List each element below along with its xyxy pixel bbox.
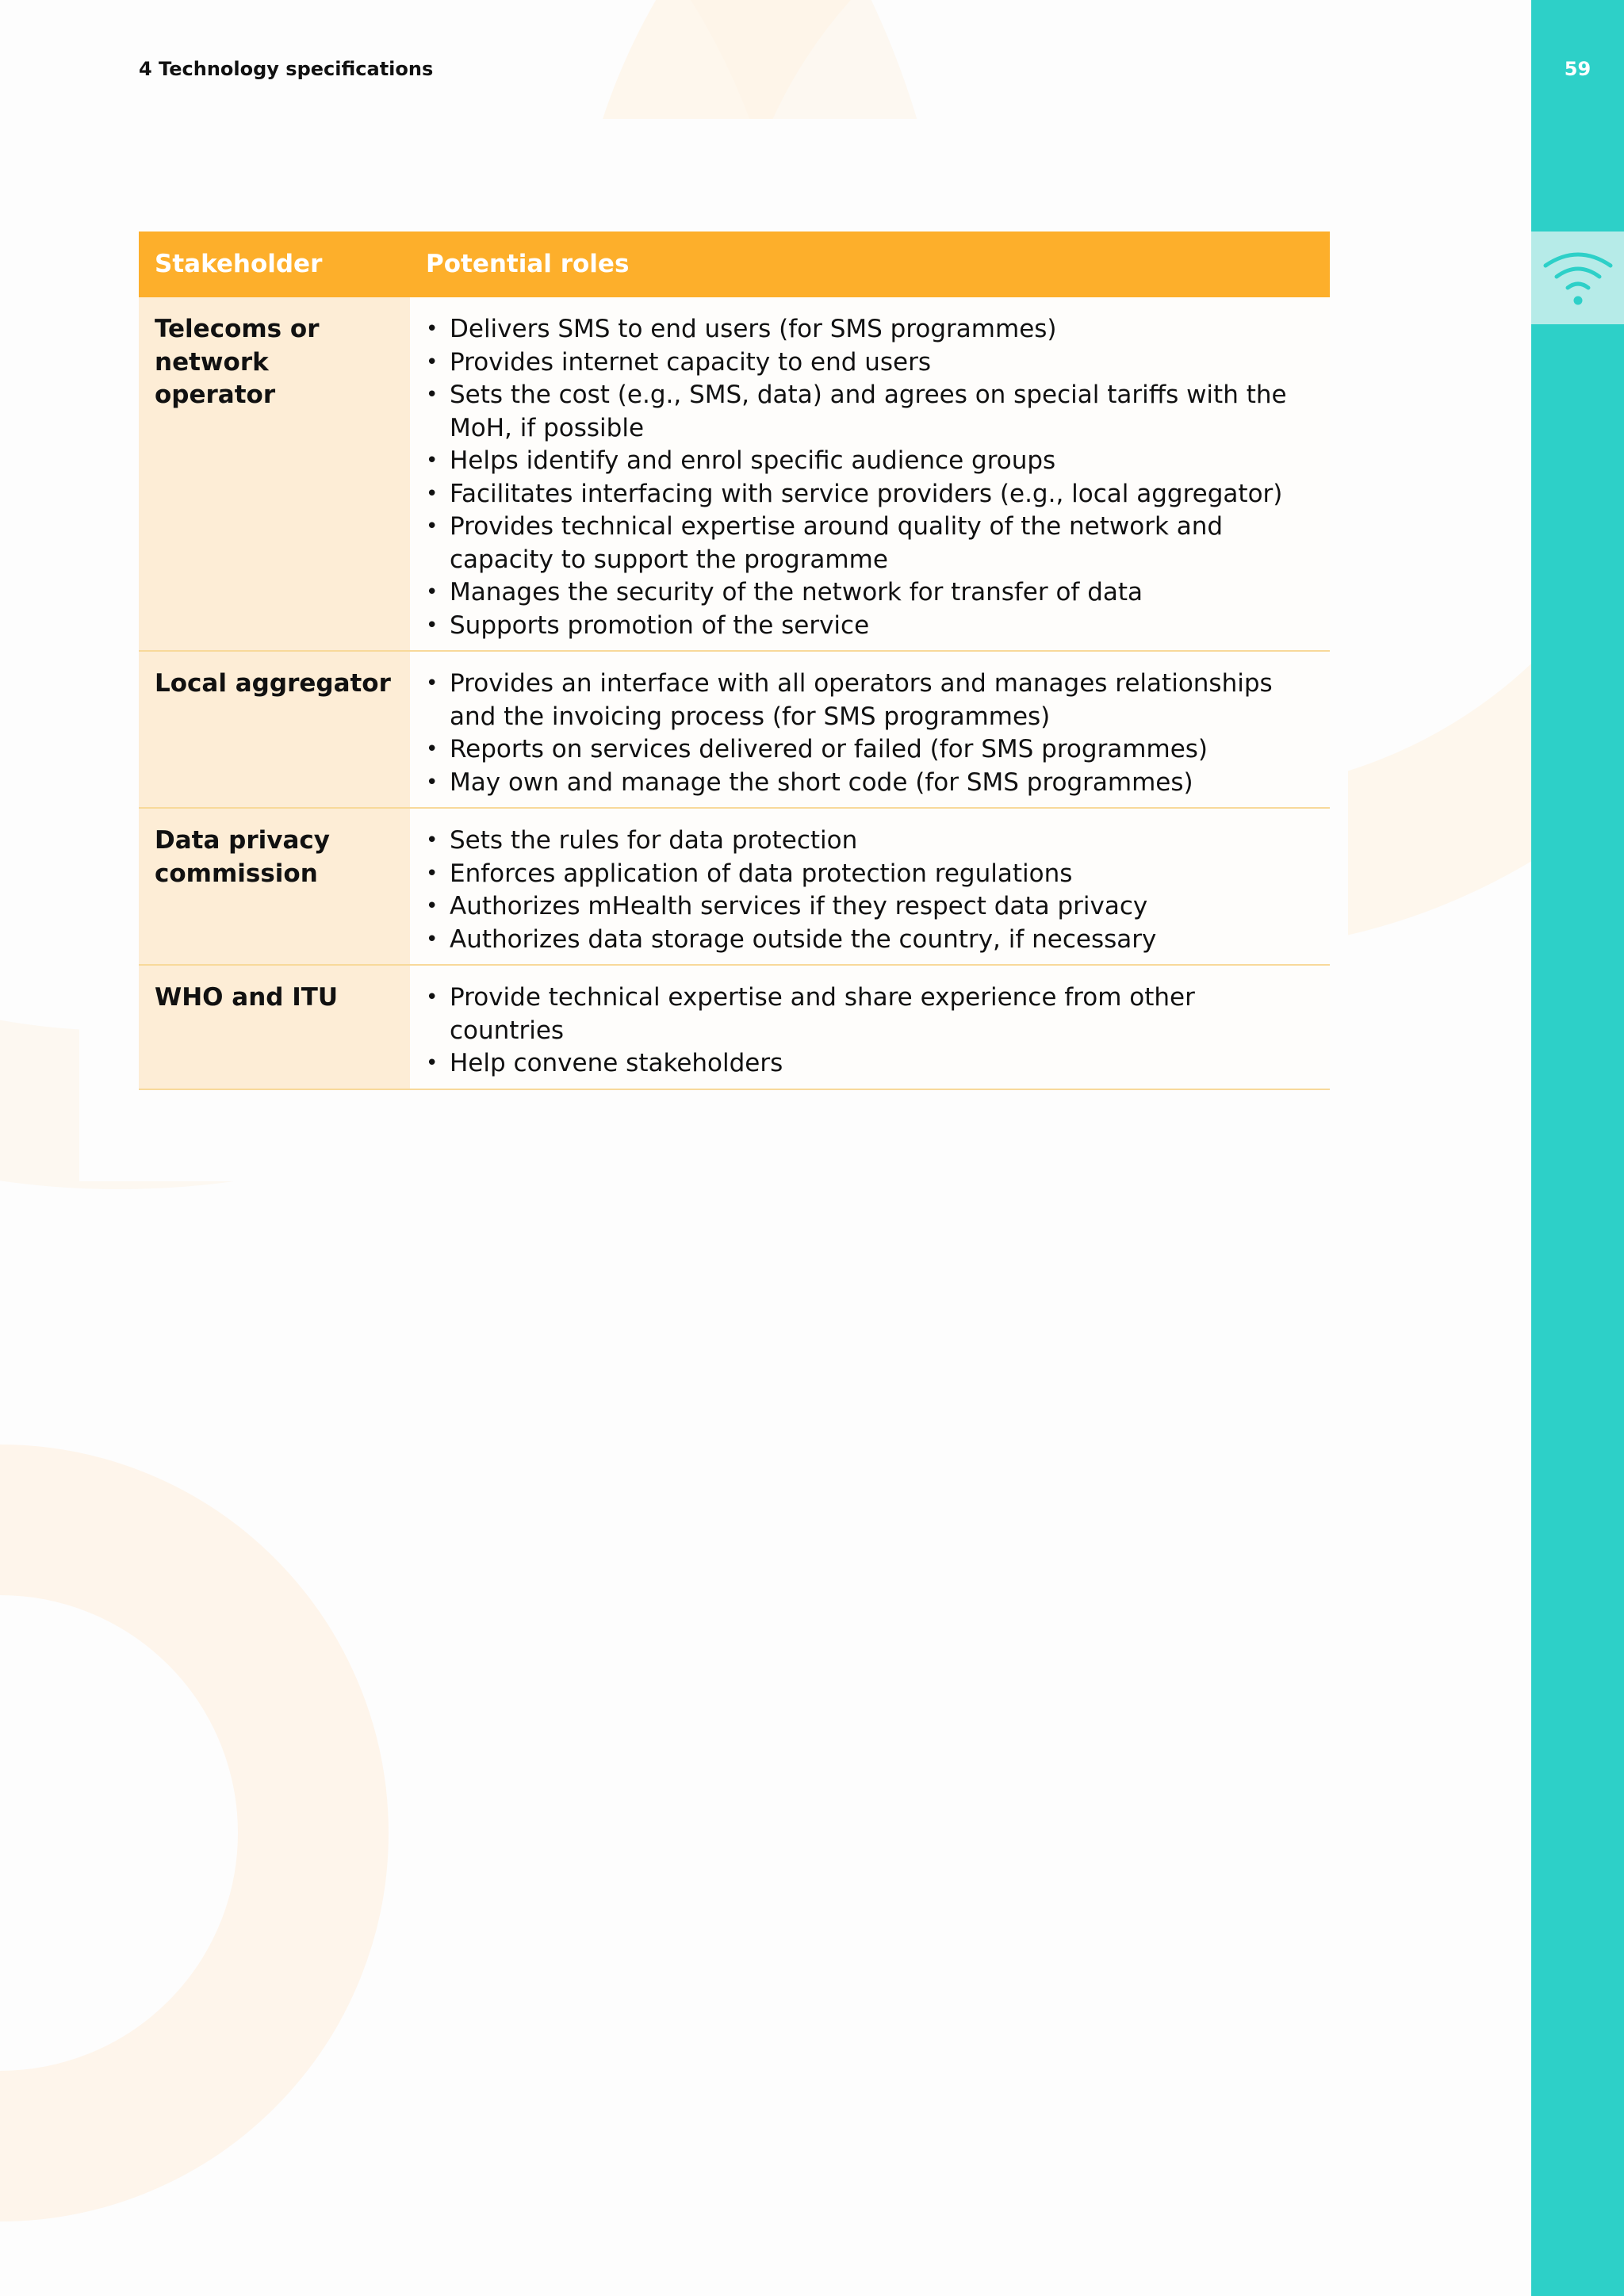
role-item: • Authorizes data storage outside the country, if necessary xyxy=(426,924,1316,957)
section-sidebar xyxy=(1531,0,1624,2296)
table-row xyxy=(139,297,1330,651)
stakeholder-cell: Telecoms or network operator xyxy=(139,297,410,651)
role-item: • Authorizes mHealth services if they respect data privacy xyxy=(426,890,1316,924)
decorative-ring xyxy=(0,1445,389,2221)
column-header-potential-roles: Potential roles xyxy=(410,232,1330,297)
role-item: • Provides internet capacity to end users xyxy=(426,346,1316,380)
stakeholder-cell: WHO and ITU xyxy=(139,965,410,1089)
role-item: • Supports promotion of the service xyxy=(426,610,1316,643)
role-list xyxy=(426,825,1316,956)
table-header-row xyxy=(139,232,1330,297)
role-item: • Provides an interface with all operators and manages relationships and the invoicing process (for SMS programmes) xyxy=(426,668,1316,733)
role-item: • Facilitates interfacing with service providers (e.g., local aggregator) xyxy=(426,478,1316,511)
role-item: • Helps identify and enrol specific audience groups xyxy=(426,445,1316,478)
role-list xyxy=(426,313,1316,642)
wifi-icon xyxy=(1541,247,1615,310)
roles-cell xyxy=(410,297,1330,651)
running-head: 4 Technology specifications xyxy=(139,58,434,80)
roles-cell xyxy=(410,965,1330,1089)
role-item: • Delivers SMS to end users (for SMS programmes) xyxy=(426,313,1316,346)
column-header-stakeholder: Stakeholder xyxy=(139,232,410,297)
role-item: • Provide technical expertise and share experience from other countries xyxy=(426,982,1316,1047)
page-number: 59 xyxy=(1564,58,1591,80)
table-row xyxy=(139,965,1330,1089)
role-item: • Sets the cost (e.g., SMS, data) and agrees on special tariffs with the MoH, if possible xyxy=(426,379,1316,445)
role-item: • Enforces application of data protection regulations xyxy=(426,858,1316,891)
role-item: • Sets the rules for data protection xyxy=(426,825,1316,858)
role-item: • Manages the security of the network for transfer of data xyxy=(426,576,1316,610)
stakeholder-cell: Data privacy commission xyxy=(139,808,410,965)
role-item: • Provides technical expertise around quality of the network and capacity to support the programme xyxy=(426,511,1316,576)
role-item: • Help convene stakeholders xyxy=(426,1047,1316,1081)
section-tab xyxy=(1531,232,1624,324)
role-item: • May own and manage the short code (for SMS programmes) xyxy=(426,767,1316,800)
table-row xyxy=(139,651,1330,808)
stakeholder-cell: Local aggregator xyxy=(139,651,410,808)
role-list xyxy=(426,668,1316,799)
stakeholder-roles-table xyxy=(139,232,1330,1090)
roles-cell xyxy=(410,808,1330,965)
role-item: • Reports on services delivered or failed (for SMS programmes) xyxy=(426,733,1316,767)
table-row xyxy=(139,808,1330,965)
role-list xyxy=(426,982,1316,1081)
roles-cell xyxy=(410,651,1330,808)
